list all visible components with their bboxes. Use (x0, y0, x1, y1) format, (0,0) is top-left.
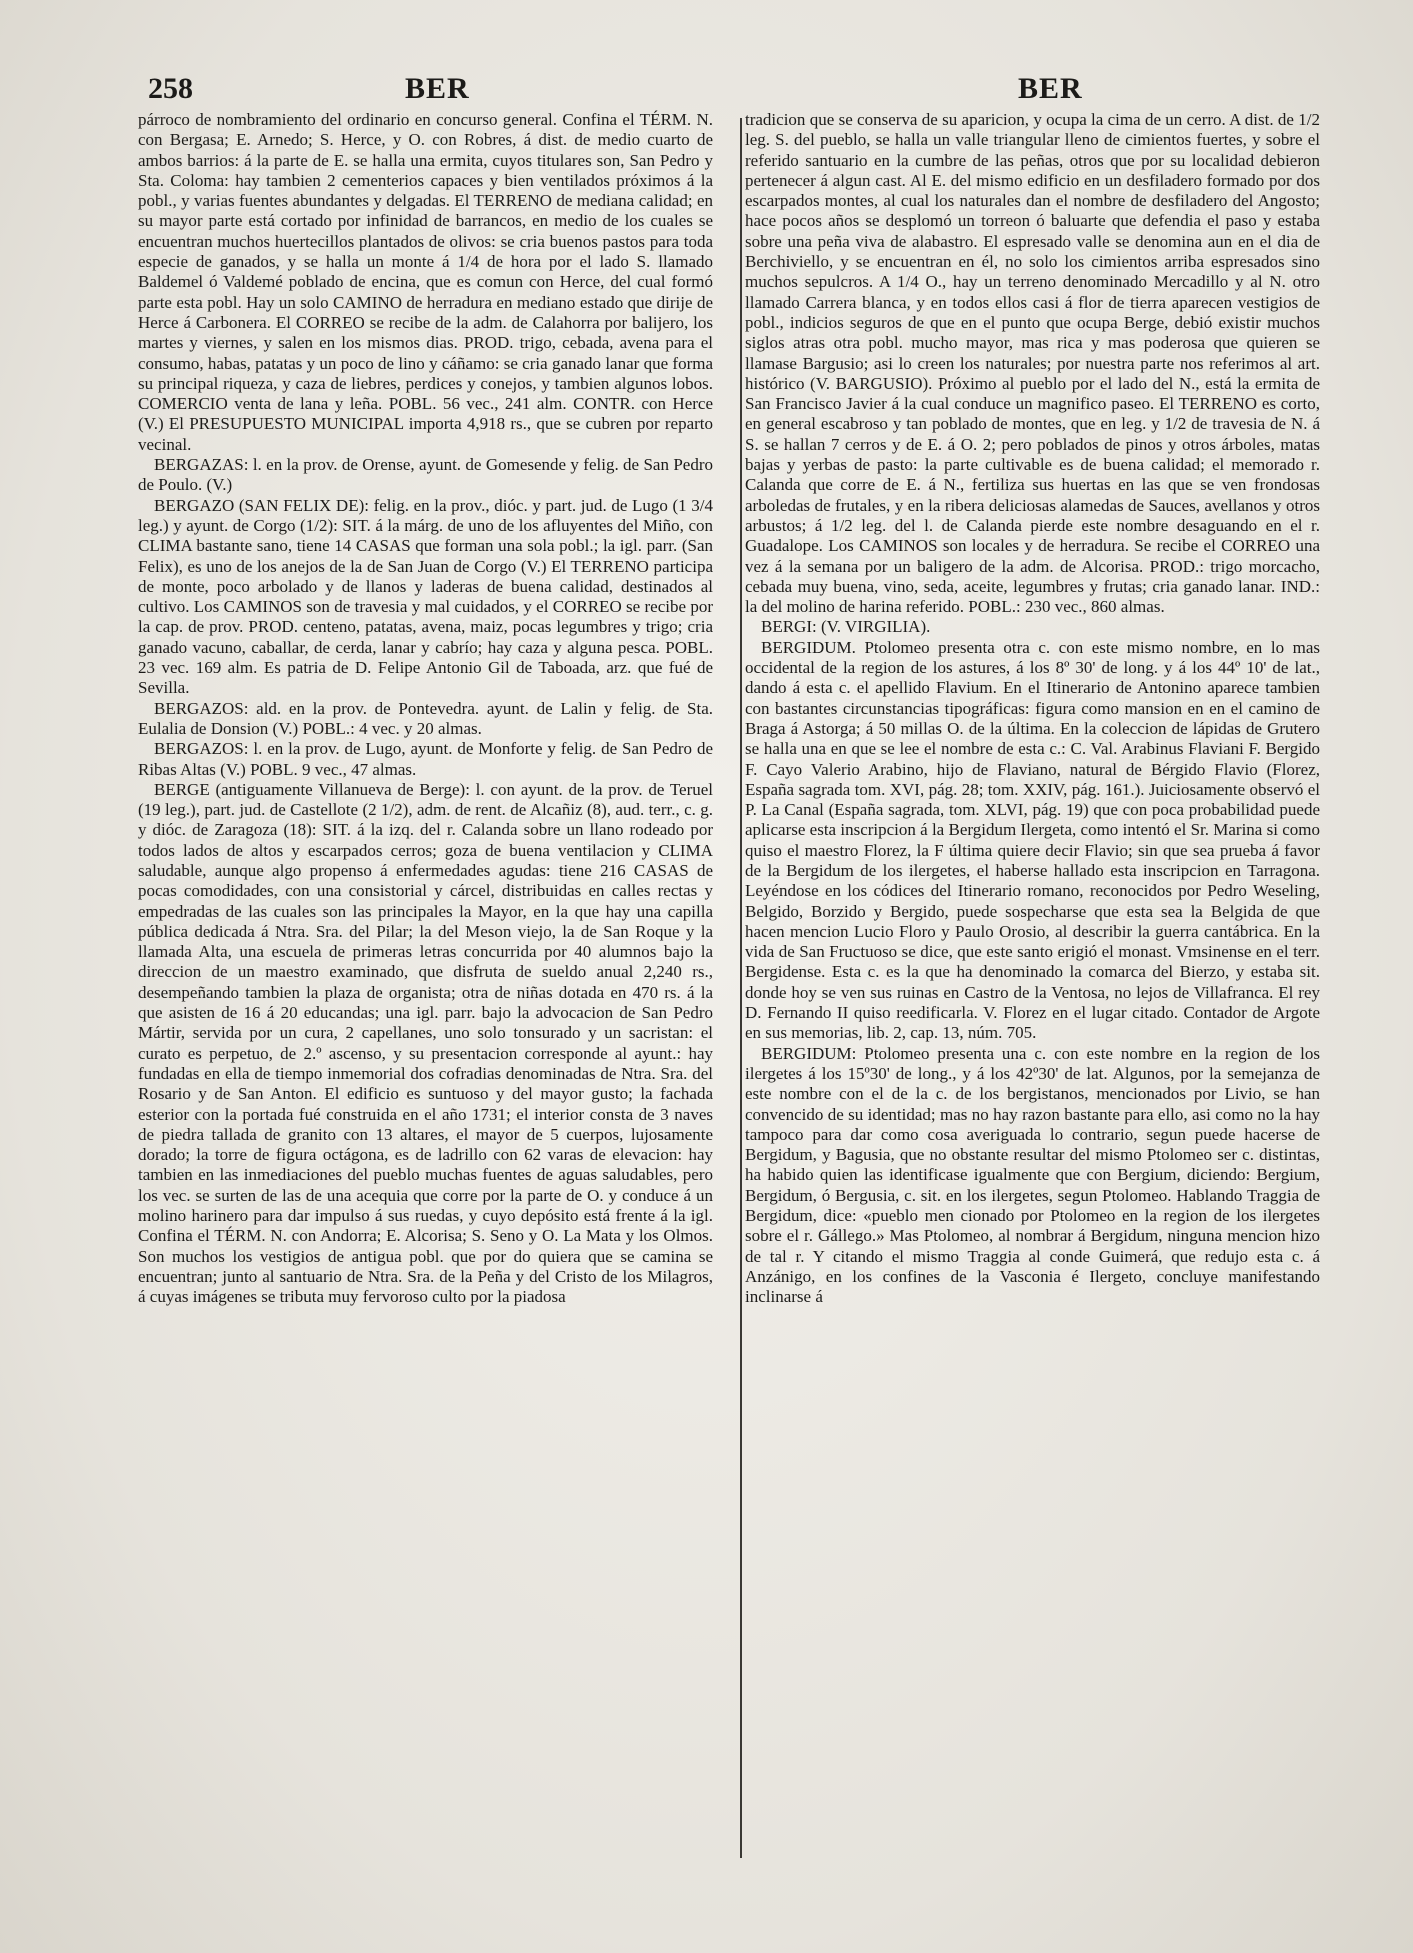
running-head-right: BER (1018, 72, 1083, 105)
entry-berge: BERGE (antiguamente Villanueva de Berge): l. con ayunt. de la prov. de Teruel (19 leg.), part. jud. de Castellote (2 1/2), adm. de rent. de Alcañiz (8), aud. terr., c. g. y dióc. de Zaragoza (18): SIT. á la izq. del r. Calanda sobre un llano rodeado por todos lados de altos y escarpados cerros; goza de buena ventilacion y CLIMA saludable, aunque algo propenso á enfermedades agudas: tiene 216 CASAS de pocas comodidades, con una consistorial y cárcel, distribuidas en calles rectas y empedradas de las cuales son las principales la Mayor, en la que hay una capilla pública dedicada á Ntra. Sra. del Pilar; la del Meson viejo, la de San Roque y la llamada Alta, una escuela de primeras letras concurrida por 40 alumnos bajo la direccion de un maestro examinado, que disfruta de sueldo anual 2,240 rs., desempeñando tambien la plaza de organista; otra de niñas dotada en 470 rs. á la que asisten de 16 á 20 educandas; una igl. parr. bajo la advocacion de San Pedro Mártir, servida por un cura, 2 capellanes, uno solo tonsurado y un sacristan: el curato es perpetuo, de 2.º ascenso, y su presentacion corresponde al ayunt.: hay fundadas en ella de tiempo inmemorial dos cofradias denominadas de Ntra. Sra. del Rosario y de San Anton. El edificio es suntuoso y del mayor gusto; la fachada esterior con la portada fué construida en el año 1731; el interior consta de 3 naves de piedra tallada de granito con 13 altares, el mayor de 5 cuerpos, lujosamente dorado; la torre de figura octágona, es de ladrillo con 62 varas de elevacion: hay tambien en las inmediaciones del pueblo muchas fuentes de aguas saludables, pero los vec. se surten de las de una acequia que corre por la parte de O. y conduce á un molino harinero para dar impulso á sus ruedas, y cuyo depósito está frente á la igl. Confina el TÉRM. N. con Andorra; E. Alcorisa; S. Seno y O. La Mata y los Olmos. Son muchos los vestigios de antigua pobl. que por do quiera que se camina se encuentran; junto al santuario de Ntra. Sra. de la Peña y del Cristo de los Milagros, á cuyas imágenes se tributa muy fervoroso culto por la piadosa (138, 779, 713, 1307)
right-column (745, 110, 1320, 1855)
entry-bergidum-ilergetes: BERGIDUM: Ptolomeo presenta una c. con este nombre en la region de los ilergetes á los 15º30' de long., y á los 42º30' de lat. Algunos, por la semejanza de este nombre con el de la c. de los bergistanos, mencionados por Livio, se han convencido de su identidad; mas no hay razon bastante para ello, asi como no la hay tampoco para dar como cosa averiguada lo contrario, segun puede hacerse de Bergidum, y Bagusia, que no obstante resultar del mismo Ptolomeo ser c. distintas, ha habido quien las identificase igualmente que con Bergium, diciendo: Bergium, Bergidum, ó Bergusia, c. sit. en los ilergetes, segun Ptolomeo. Hablando Traggia de Bergidum, dice: «pueblo men cionado por Ptolomeo en la region de los ilergetes sobre el r. Gállego.» Mas Ptolomeo, al nombrar á Bergidum, ninguna mencion hizo de tal r. Y citando el mismo Traggia al conde Guimerá, que redujo esta c. á Anzánigo, en los confines de la Vasconia é Ilergeto, concluye manifestando inclinarse á (745, 1043, 1320, 1307)
entry-bergazos-pontevedra: BERGAZOS: ald. en la prov. de Pontevedra. ayunt. de Lalin y felig. de Sta. Eulalia de Donsion (V.) POBL.: 4 vec. y 20 almas. (138, 698, 713, 738)
entry-bergazas: BERGAZAS: l. en la prov. de Orense, ayunt. de Gomesende y felig. de San Pedro de Poulo. (V.) (138, 455, 713, 495)
page-number: 258 (148, 72, 193, 105)
running-head-left: BER (405, 72, 470, 105)
entry-bergazos-lugo: BERGAZOS: l. en la prov. de Lugo, ayunt. de Monforte y felig. de San Pedro de Ribas Altas (V.) POBL. 9 vec., 47 almas. (138, 739, 713, 779)
entry-berge-continuation: tradicion que se conserva de su aparicion, y ocupa la cima de un cerro. A dist. de 1/2 leg. S. del pueblo, se halla un valle triangular lleno de cimientos fuertes, y sobre el referido santuario en la cumbre de las peñas, otros que por su localidad debieron pertenecer á algun cast. Al E. del mismo edificio en un desfiladero formado por dos escarpados montes, al cual los naturales dan el nombre de desfiladero del Angosto; hace pocos años se desplomó un torreon ó baluarte que defendia el paso y estaba sobre una peña viva de alabastro. El espresado valle se denomina aun en el dia de Berchiviello, y se encuentran en él, no solo los cimientos arriba espresados sino muchos sepulcros. A 1/4 O., hay un terreno denominado Mercadillo y al N. otro llamado Carrera blanca, y en todos ellos casi á flor de tierra aparecen vestigios de pobl., indicios seguros de que en el punto que ocupa Berge, debió existir muchos siglos atras otra pobl. mucho mayor, mas rica y mas poderosa que quieren se llamase Bargusio; asi lo creen los naturales; por nuestra parte nos referimos al art. histórico (V. BARGUSIO). Próximo al pueblo por el lado del N., está la ermita de San Francisco Javier á la cual conduce un magnifico paseo. El TERRENO es corto, en general escabroso y tan poblado de montes, que en leg. y 1/2 de travesia de N. á S. se hallan 7 cerros y de E. á O. 2; pero poblados de pinos y otros árboles, matas bajas y yerbas de pasto: la parte cultivable es de buena calidad; el memorado r. Calanda que corre de E. á N., fertiliza sus huertas en las que se ven frondosas arboledas de frutales, y en la ribera deliciosas alamedas de Sauces, avellanos y otros arbustos; á 1/2 leg. del l. de Calanda pierde este nombre desaguando en el r. Guadalope. Los CAMINOS son locales y de herradura. Se recibe el CORREO una vez á la semana por un baligero de la adm. de Alcorisa. PROD.: trigo morcacho, cebada muy buena, vino, seda, aceite, legumbres y frutas; cria ganado lanar. IND.: la del molino de harina referido. POBL.: 230 vec., 860 almas. (745, 110, 1320, 617)
entry-bergi: BERGI: (V. VIRGILIA). (761, 617, 931, 637)
entry-bergazo: BERGAZO (SAN FELIX DE): felig. en la prov., dióc. y part. jud. de Lugo (1 3/4 leg.) y ayunt. de Corgo (1/2): SIT. á la márg. de uno de los afluyentes del Miño, con CLIMA bastante sano, tiene 14 CASAS que forman una sola pobl.; la igl. parr. (San Felix), es uno de los anejos de la de San Juan de Corgo (V.) El TERRENO participa de monte, poco arbolado y de llanos y laderas de buena calidad, destinados al cultivo. Los CAMINOS son de travesia y mal cuidados, y el CORREO se recibe por la cap. de prov. PROD. centeno, patatas, avena, maiz, pocas legumbres y trigo; cria ganado vacuno, caballar, de cerda, lanar y cabrío; hay caza y alguna pesca. POBL. 23 vec. 169 alm. Es patria de D. Felipe Antonio Gil de Taboada, arz. que fué de Sevilla. (138, 495, 713, 698)
entry-continuation: párroco de nombramiento del ordinario en concurso general. Confina el TÉRM. N. con Bergasa; E. Arnedo; S. Herce, y O. con Robres, á dist. de medio cuarto de ambos barrios: á la parte de E. se halla una ermita, cuyos titulares son, San Pedro y Sta. Coloma: hay tambien 2 cementerios capaces y bien ventilados próximos á la pobl., y varias fuentes abundantes y delgadas. El TERRENO de mediana calidad; en su mayor parte está cortado por infinidad de barrancos, en medio de los cuales se encuentran muchos huertecillos plantados de olivos: se cria buenos pastos para toda especie de ganados, y se halla un monte á 1/4 de hora por el lado S. llamado Baldemel ó Valdemé poblado de encina, que es comun con Herce, del cual formó parte esta pobl. Hay un solo CAMINO de herradura en mediano estado que dirije de Herce á Carbonera. El CORREO se recibe de la adm. de Calahorra por balijero, los martes y viernes, y salen en los mismos dias. PROD. trigo, cebada, avena para el consumo, habas, patatas y un poco de lino y cáñamo: se cria ganado lanar que forma su principal riqueza, y caza de liebres, perdices y conejos, y tambien algunos lobos. COMERCIO venta de lana y leña. POBL. 56 vec., 241 alm. CONTR. con Herce (V.) El PRESUPUESTO MUNICIPAL importa 4,918 rs., que se cubren por reparto vecinal. (138, 110, 713, 454)
left-column (138, 110, 713, 1855)
entry-bergidum-astures: BERGIDUM. Ptolomeo presenta otra c. con este mismo nombre, en lo mas occidental de la region de los astures, á los 8º 30' de long. y á los 44º 10' de lat., dando á esta c. el apellido Flavium. En el Itinerario de Antonino aparece tambien con bastantes circunstancias tipográficas: figura como mansion en en el camino de Braga á Astorga; á 50 millas O. de la última. En la coleccion de lápidas de Grutero se halla una en que se lee el nombre de esta c.: C. Val. Arabinus Flaviani F. Bergido F. Cayo Valerio Arabino, hijo de Flaviano, natural de Bérgido Flavio (Florez, España sagrada tom. XVI, pág. 28; tom. XXIV, pág. 161.). Juiciosamente observó el P. La Canal (España sagrada, tom. XLVI, pág. 19) que con poca probabilidad puede aplicarse esta inscripcion á la Bergidum Ilergeta, como intentó el Sr. Marina si como quiso el maestro Florez, la F última quiere decir Flavio; sin que sea prueba á favor de la Bergidum de los ilergetes, el haberse hallado esta inscripcion en Tarragona. Leyéndose en los códices del Itinerario romano, reconocidos por Pedro Weseling, Belgido, Borzido y Bergido, puede sospecharse que esta sea la Belgida de que hacen mencion Lucio Floro y Paulo Orosio, al describir la guerra cantábrica. En la vida de San Fructuoso se dice, que este santo erigió el monast. Vmsinense en el terr. Bergidense. Esta c. es la que ha denominado la comarca del Bierzo, y estaba sit. donde hoy se ven sus ruinas en Castro de la Ventosa, no lejos de Villafranca. El rey D. Fernando II quiso reedificarla. V. Florez en el lugar citado. Contador de Argote en sus memorias, lib. 2, cap. 13, núm. 705. (745, 637, 1320, 1043)
column-divider (740, 118, 742, 1858)
